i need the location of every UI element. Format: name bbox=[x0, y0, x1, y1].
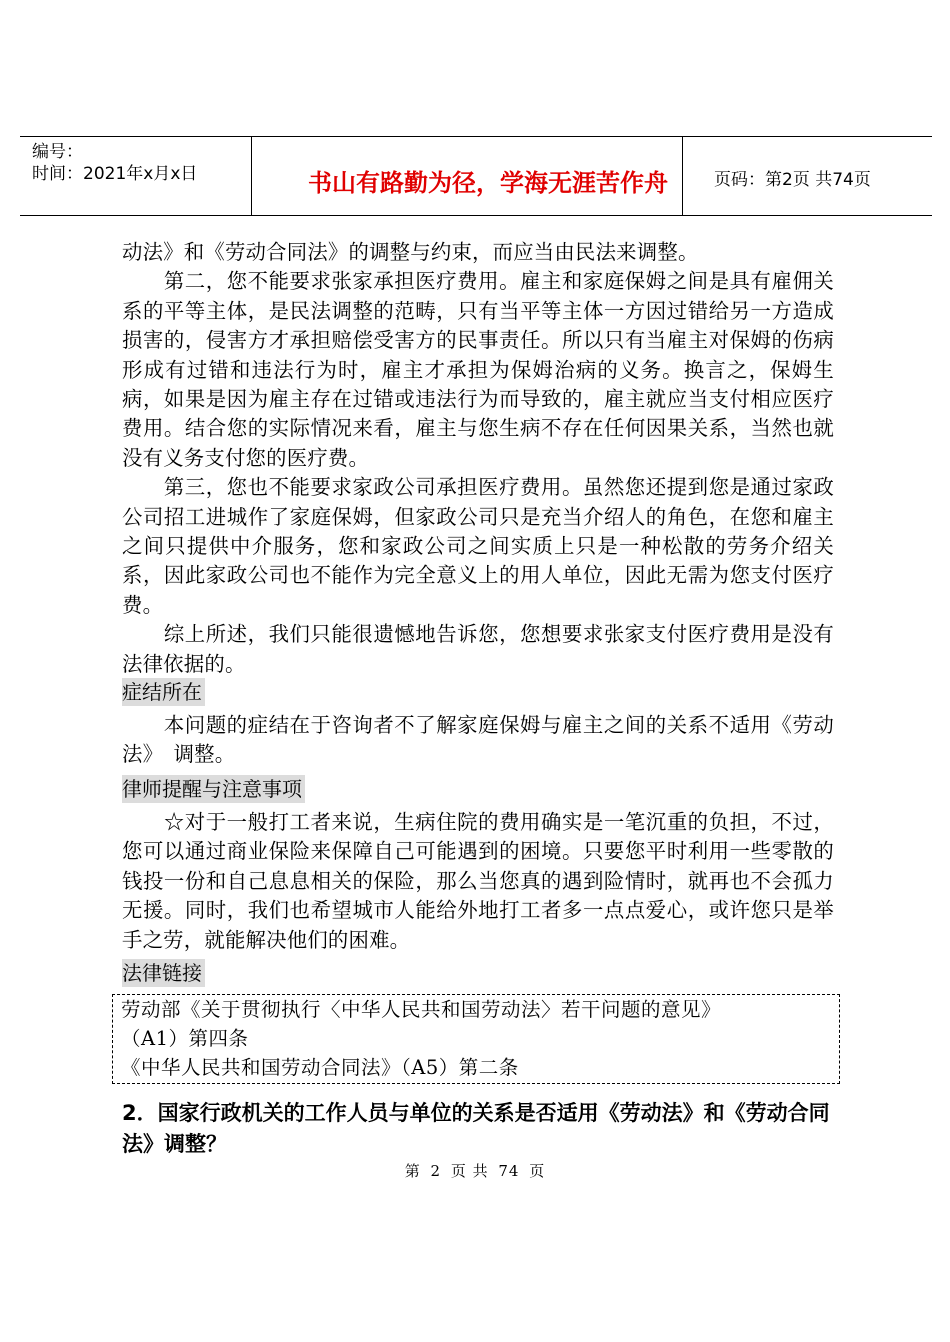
header-meta bbox=[32, 141, 197, 185]
section-heading-crux: 症结所在 bbox=[122, 678, 205, 706]
crux-paragraph: 本问题的症结在于咨询者不了解家庭保姆与雇主之间的关系不适用《劳动法》 调整。 bbox=[122, 713, 834, 767]
body-paragraph: 第二，您不能要求张家承担医疗费用。雇主和家庭保姆之间是具有雇佣关系的平等主体，是民法调整的范畴，只有当平等主体一方因过错给另一方造成损害的，侵害方才承担赔偿受害方的民事责任。所以只有当雇主对保姆的伤病形成有过错和违法行为时，雇主才承担为保姆治病的义务。换言之，保姆生病，如果是因为雇主存在过错或违法行为而导致的，雇主就应当支付相应医疗费用。结合您的实际情况来看，雇主与您生病不存在任何因果关系，当然也就没有义务支付您的医疗费。 bbox=[122, 269, 834, 470]
section-heading-reminder: 律师提醒与注意事项 bbox=[122, 775, 305, 803]
law-link-line: （A1）第四条 bbox=[121, 1027, 249, 1050]
body-paragraph: 综上所述，我们只能很遗憾地告诉您，您想要求张家支付医疗费用是没有法律依据的。 bbox=[122, 622, 834, 676]
footer-middle: 页 共 bbox=[450, 1162, 489, 1180]
section-crux-body bbox=[122, 711, 834, 770]
body-paragraph: 动法》和《劳动合同法》的调整与约束，而应当由民法来调整。 bbox=[122, 240, 699, 264]
footer-prefix: 第 bbox=[404, 1162, 421, 1180]
law-links-box bbox=[112, 994, 840, 1084]
law-link-line: 劳动部《关于贯彻执行〈中华人民共和国劳动法〉若干问题的意见》 bbox=[121, 998, 722, 1021]
page-footer bbox=[0, 1160, 950, 1181]
header-divider bbox=[251, 137, 252, 215]
footer-page-total: 74 bbox=[498, 1162, 520, 1180]
section-reminder-body bbox=[122, 808, 834, 955]
document-body bbox=[122, 238, 834, 679]
law-link-line: 《中华人民共和国劳动合同法》（A5）第二条 bbox=[121, 1056, 519, 1079]
section-heading-links: 法律链接 bbox=[122, 959, 205, 987]
footer-page-number: 2 bbox=[430, 1162, 442, 1180]
document-number-label: 编号： bbox=[32, 142, 83, 162]
document-header bbox=[20, 136, 932, 216]
body-paragraph: 第三，您也不能要求家政公司承担医疗费用。虽然您还提到您是通过家政公司招工进城作了家庭保姆，但家政公司只是充当介绍人的角色，在您和雇主之间只提供中介服务，您和家政公司之间实质上只是一种松散的劳务介绍关系，因此家政公司也不能作为完全意义上的用人单位，因此无需为您支付医疗费。 bbox=[122, 475, 834, 617]
footer-suffix: 页 bbox=[529, 1162, 546, 1180]
header-motto: 书山有路勤为径，学海无涯苦作舟 bbox=[308, 169, 668, 197]
question-heading: 2．国家行政机关的工作人员与单位的关系是否适用《劳动法》和《劳动合同法》调整？ bbox=[122, 1101, 830, 1156]
reminder-paragraph: ☆对于一般打工者来说，生病住院的费用确实是一笔沉重的负担，不过，您可以通过商业保险来保障自己可能遇到的困境。只要您平时利用一些零散的钱投一份和自己息息相关的保险，那么当您真的遇到险情时，就再也不会孤力无援。同时，我们也希望城市人能给外地打工者多一点点爱心，或许您只是举手之劳，就能解决他们的困难。 bbox=[122, 810, 834, 952]
header-page-label: 页码：第2页 共74页 bbox=[714, 170, 871, 190]
document-time-label: 时间：2021年x月x日 bbox=[32, 164, 198, 184]
